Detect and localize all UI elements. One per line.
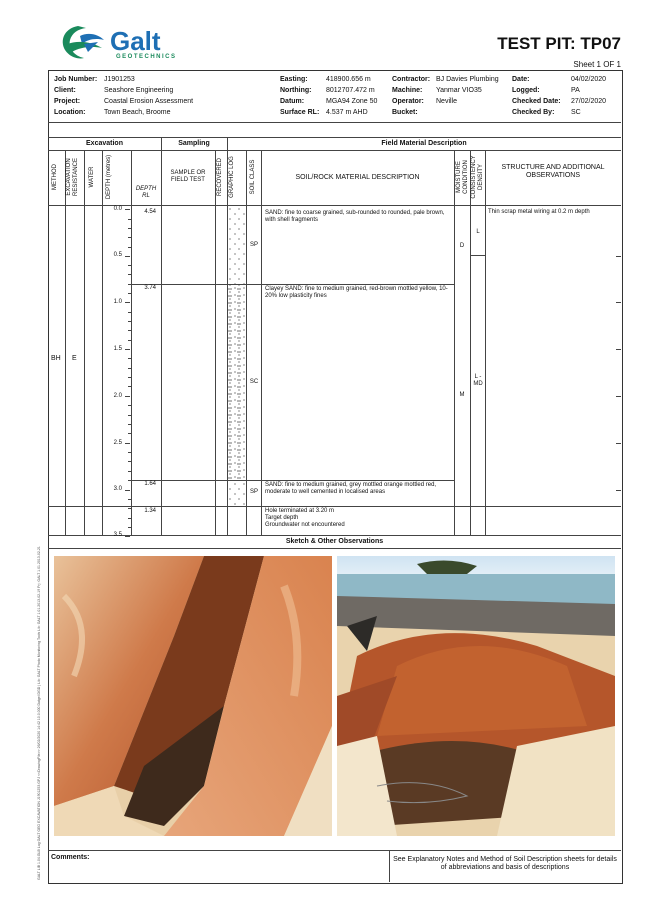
checked-date-value: 27/02/2020	[571, 98, 607, 105]
col-depth-rl-line1: DEPTH	[135, 186, 157, 192]
project-label: Project:	[54, 98, 81, 105]
minor-tick	[128, 405, 131, 406]
col-sample: SAMPLE OR FIELD TEST	[170, 170, 206, 183]
date-label: Date:	[512, 76, 530, 83]
depth-tick	[125, 256, 130, 257]
divider	[48, 535, 621, 536]
client-value: Seashore Engineering	[104, 87, 174, 94]
minor-tick	[128, 340, 131, 341]
edge-tick	[616, 349, 621, 350]
edge-tick	[616, 302, 621, 303]
side-print-info: GALT LIB 1.04.GLB Log GALT GEO EXCAVATION J1901253.GPJ <<DrawingFile>> 26/02/2020 14:42 10.0.000 Datgel DGD | Lib: GALT Photo Monitoring Tools Lib: GALT 1.01.2013-02-19 Prj: GALT 1.01.2013-02-21	[37, 546, 41, 880]
galt-logo-icon	[58, 22, 110, 62]
col-consistency: CONSISTENCY DENSITY	[471, 155, 484, 199]
minor-tick	[128, 424, 131, 425]
divider	[84, 150, 85, 535]
layer-rl: 3.74	[144, 285, 156, 291]
sketch-title: Sketch & Other Observations	[285, 538, 384, 545]
date-value: 04/02/2020	[571, 76, 607, 83]
page-title: TEST PIT: TP07	[497, 34, 621, 53]
layer-class: SC	[249, 379, 259, 385]
checked-by-value: SC	[571, 109, 581, 116]
col-depth-rl	[131, 186, 161, 200]
project-value: Coastal Erosion Assessment	[104, 98, 194, 105]
minor-tick	[128, 368, 131, 369]
col-excavation-resistance: EXCAVATION RESISTANCE	[66, 158, 79, 196]
col-soil-class: SOIL CLASS	[250, 159, 256, 195]
edge-tick	[616, 490, 621, 491]
depth-tick-label: 3.5	[113, 532, 122, 538]
resistance-value: E	[72, 355, 77, 362]
termination-note: Groundwater not encountered	[265, 522, 345, 528]
depth-tick	[125, 490, 130, 491]
minor-tick	[128, 508, 131, 509]
minor-tick	[128, 377, 131, 378]
depth-tick-label: 2.0	[113, 393, 122, 399]
divider	[48, 850, 621, 851]
layer-description: SAND: fine to medium grained, grey mottled orange mottled red, moderate to well cemented in localised areas	[265, 482, 437, 495]
graphic-sp-sand	[228, 206, 246, 284]
minor-tick	[128, 386, 131, 387]
divider	[48, 122, 621, 123]
machine-value: Yanmar VIO35	[436, 87, 482, 94]
minor-tick	[128, 471, 131, 472]
divider	[48, 137, 621, 138]
divider	[65, 150, 66, 535]
col-graphic-log: GRAPHIC LOG	[229, 156, 235, 198]
layer-moisture: D	[459, 243, 465, 249]
logo-subtitle: GEOTECHNICS	[116, 54, 177, 60]
trench-photo	[54, 556, 332, 836]
surface-rl-value: 4.537 m AHD	[326, 109, 368, 116]
layer-rl: 1.34	[144, 508, 156, 514]
minor-tick	[128, 358, 131, 359]
layer-class: SP	[249, 242, 258, 248]
depth-tick-label: 0.0	[113, 206, 122, 212]
group-sampling: Sampling	[178, 140, 210, 147]
col-material-description: SOIL/ROCK MATERIAL DESCRIPTION	[295, 174, 420, 181]
layer-rl: 4.54	[144, 209, 156, 215]
edge-tick	[616, 396, 621, 397]
moisture-boundary	[454, 506, 485, 507]
easting-value: 418900.656 m	[326, 76, 371, 83]
minor-tick	[128, 274, 131, 275]
divider	[215, 150, 216, 535]
logged-value: PA	[571, 87, 580, 94]
layer-consistency: L	[476, 229, 480, 235]
minor-tick	[128, 433, 131, 434]
divider	[454, 150, 455, 535]
location-label: Location:	[54, 109, 86, 116]
layer-description: SAND: fine to coarse grained, sub-rounded to rounded, pale brown, with shell fragments	[265, 210, 445, 223]
checked-by-label: Checked By:	[512, 109, 555, 116]
beach-photo	[337, 556, 615, 836]
checked-date-label: Checked Date:	[512, 98, 561, 105]
layer-description: Clayey SAND: fine to medium grained, red-brown mottled yellow, 10-20% low plasticity fines	[265, 286, 448, 299]
footer-note: See Explanatory Notes and Method of Soil Description sheets for details of abbreviations and basis of descriptions	[393, 856, 617, 871]
northing-label: Northing:	[280, 87, 312, 94]
edge-tick	[616, 443, 621, 444]
depth-tick-label: 3.0	[113, 486, 122, 492]
operator-value: Neville	[436, 98, 458, 105]
layer-class: SP	[249, 489, 258, 495]
depth-tick	[125, 443, 130, 444]
edge-tick	[616, 256, 621, 257]
graphic-sp-cemented-sand	[228, 480, 246, 506]
minor-tick	[128, 527, 131, 528]
depth-tick	[125, 349, 130, 350]
logged-label: Logged:	[512, 87, 540, 94]
job-number-label: Job Number:	[54, 76, 98, 83]
sheet-number: Sheet 1 OF 1	[573, 60, 621, 69]
minor-tick	[128, 293, 131, 294]
depth-tick	[125, 536, 130, 537]
minor-tick	[128, 518, 131, 519]
minor-tick	[128, 330, 131, 331]
minor-tick	[128, 219, 131, 220]
minor-tick	[128, 312, 131, 313]
termination-text: Hole terminated at 3.20 m	[265, 508, 335, 514]
group-excavation: Excavation	[86, 140, 123, 147]
termination-note: Target depth	[265, 515, 299, 521]
logo-name: Galt	[110, 26, 161, 56]
comments-label: Comments:	[51, 854, 90, 861]
col-method: METHOD	[52, 164, 58, 190]
divider	[389, 850, 390, 882]
divider	[131, 150, 132, 535]
structure-note: Thin scrap metal wiring at 0.2 m depth	[488, 209, 590, 215]
easting-label: Easting:	[280, 76, 308, 83]
divider	[485, 150, 486, 535]
datum-value: MGA94 Zone 50	[326, 98, 378, 105]
job-number-value: J1901253	[104, 76, 135, 83]
divider	[102, 150, 103, 535]
minor-tick	[128, 461, 131, 462]
termination-block	[265, 508, 450, 529]
consistency-boundary	[470, 255, 485, 256]
divider	[48, 205, 621, 206]
divider	[470, 150, 471, 535]
depth-tick-label: 1.5	[113, 346, 122, 352]
divider	[246, 150, 247, 535]
client-label: Client:	[54, 87, 76, 94]
surface-rl-label: Surface RL:	[280, 109, 320, 116]
depth-tick-label: 2.5	[113, 440, 122, 446]
layer-consistency: L - MD	[473, 374, 483, 387]
machine-label: Machine:	[392, 87, 423, 94]
divider	[48, 150, 621, 151]
depth-tick	[125, 302, 130, 303]
divider	[48, 548, 621, 549]
minor-tick	[128, 265, 131, 266]
minor-tick	[128, 228, 131, 229]
contractor-label: Contractor:	[392, 76, 431, 83]
layer-boundary	[131, 284, 454, 285]
minor-tick	[128, 415, 131, 416]
depth-tick-label: 1.0	[113, 299, 122, 305]
northing-value: 8012707.472 m	[326, 87, 375, 94]
graphic-log	[228, 206, 246, 506]
layer-rl: 1.64	[144, 481, 156, 487]
contractor-value: BJ Davies Plumbing	[436, 76, 499, 83]
col-depth-rl-line2: RL	[142, 193, 150, 199]
graphic-sc-clayey-sand	[228, 284, 246, 480]
bucket-label: Bucket:	[392, 109, 418, 116]
depth-tick	[125, 209, 130, 210]
depth-tick-label: 0.5	[113, 252, 122, 258]
logo	[58, 22, 188, 62]
group-field-description: Field Material Description	[381, 140, 467, 147]
divider	[261, 150, 262, 535]
method-value: BH	[51, 355, 61, 362]
col-structure: STRUCTURE AND ADDITIONAL OBSERVATIONS	[501, 164, 605, 179]
col-water: WATER	[89, 166, 95, 188]
minor-tick	[128, 452, 131, 453]
col-moisture: MOISTURE CONDITION	[456, 160, 469, 194]
divider	[161, 137, 162, 535]
layer-moisture: M	[459, 392, 465, 398]
col-recovered: RECOVERED	[217, 158, 223, 197]
layer-boundary	[131, 480, 454, 481]
minor-tick	[128, 247, 131, 248]
col-depth: DEPTH (metres)	[106, 154, 112, 200]
minor-tick	[128, 499, 131, 500]
datum-label: Datum:	[280, 98, 305, 105]
location-value: Town Beach, Broome	[104, 109, 171, 116]
minor-tick	[128, 321, 131, 322]
depth-tick	[125, 396, 130, 397]
operator-label: Operator:	[392, 98, 424, 105]
minor-tick	[128, 237, 131, 238]
